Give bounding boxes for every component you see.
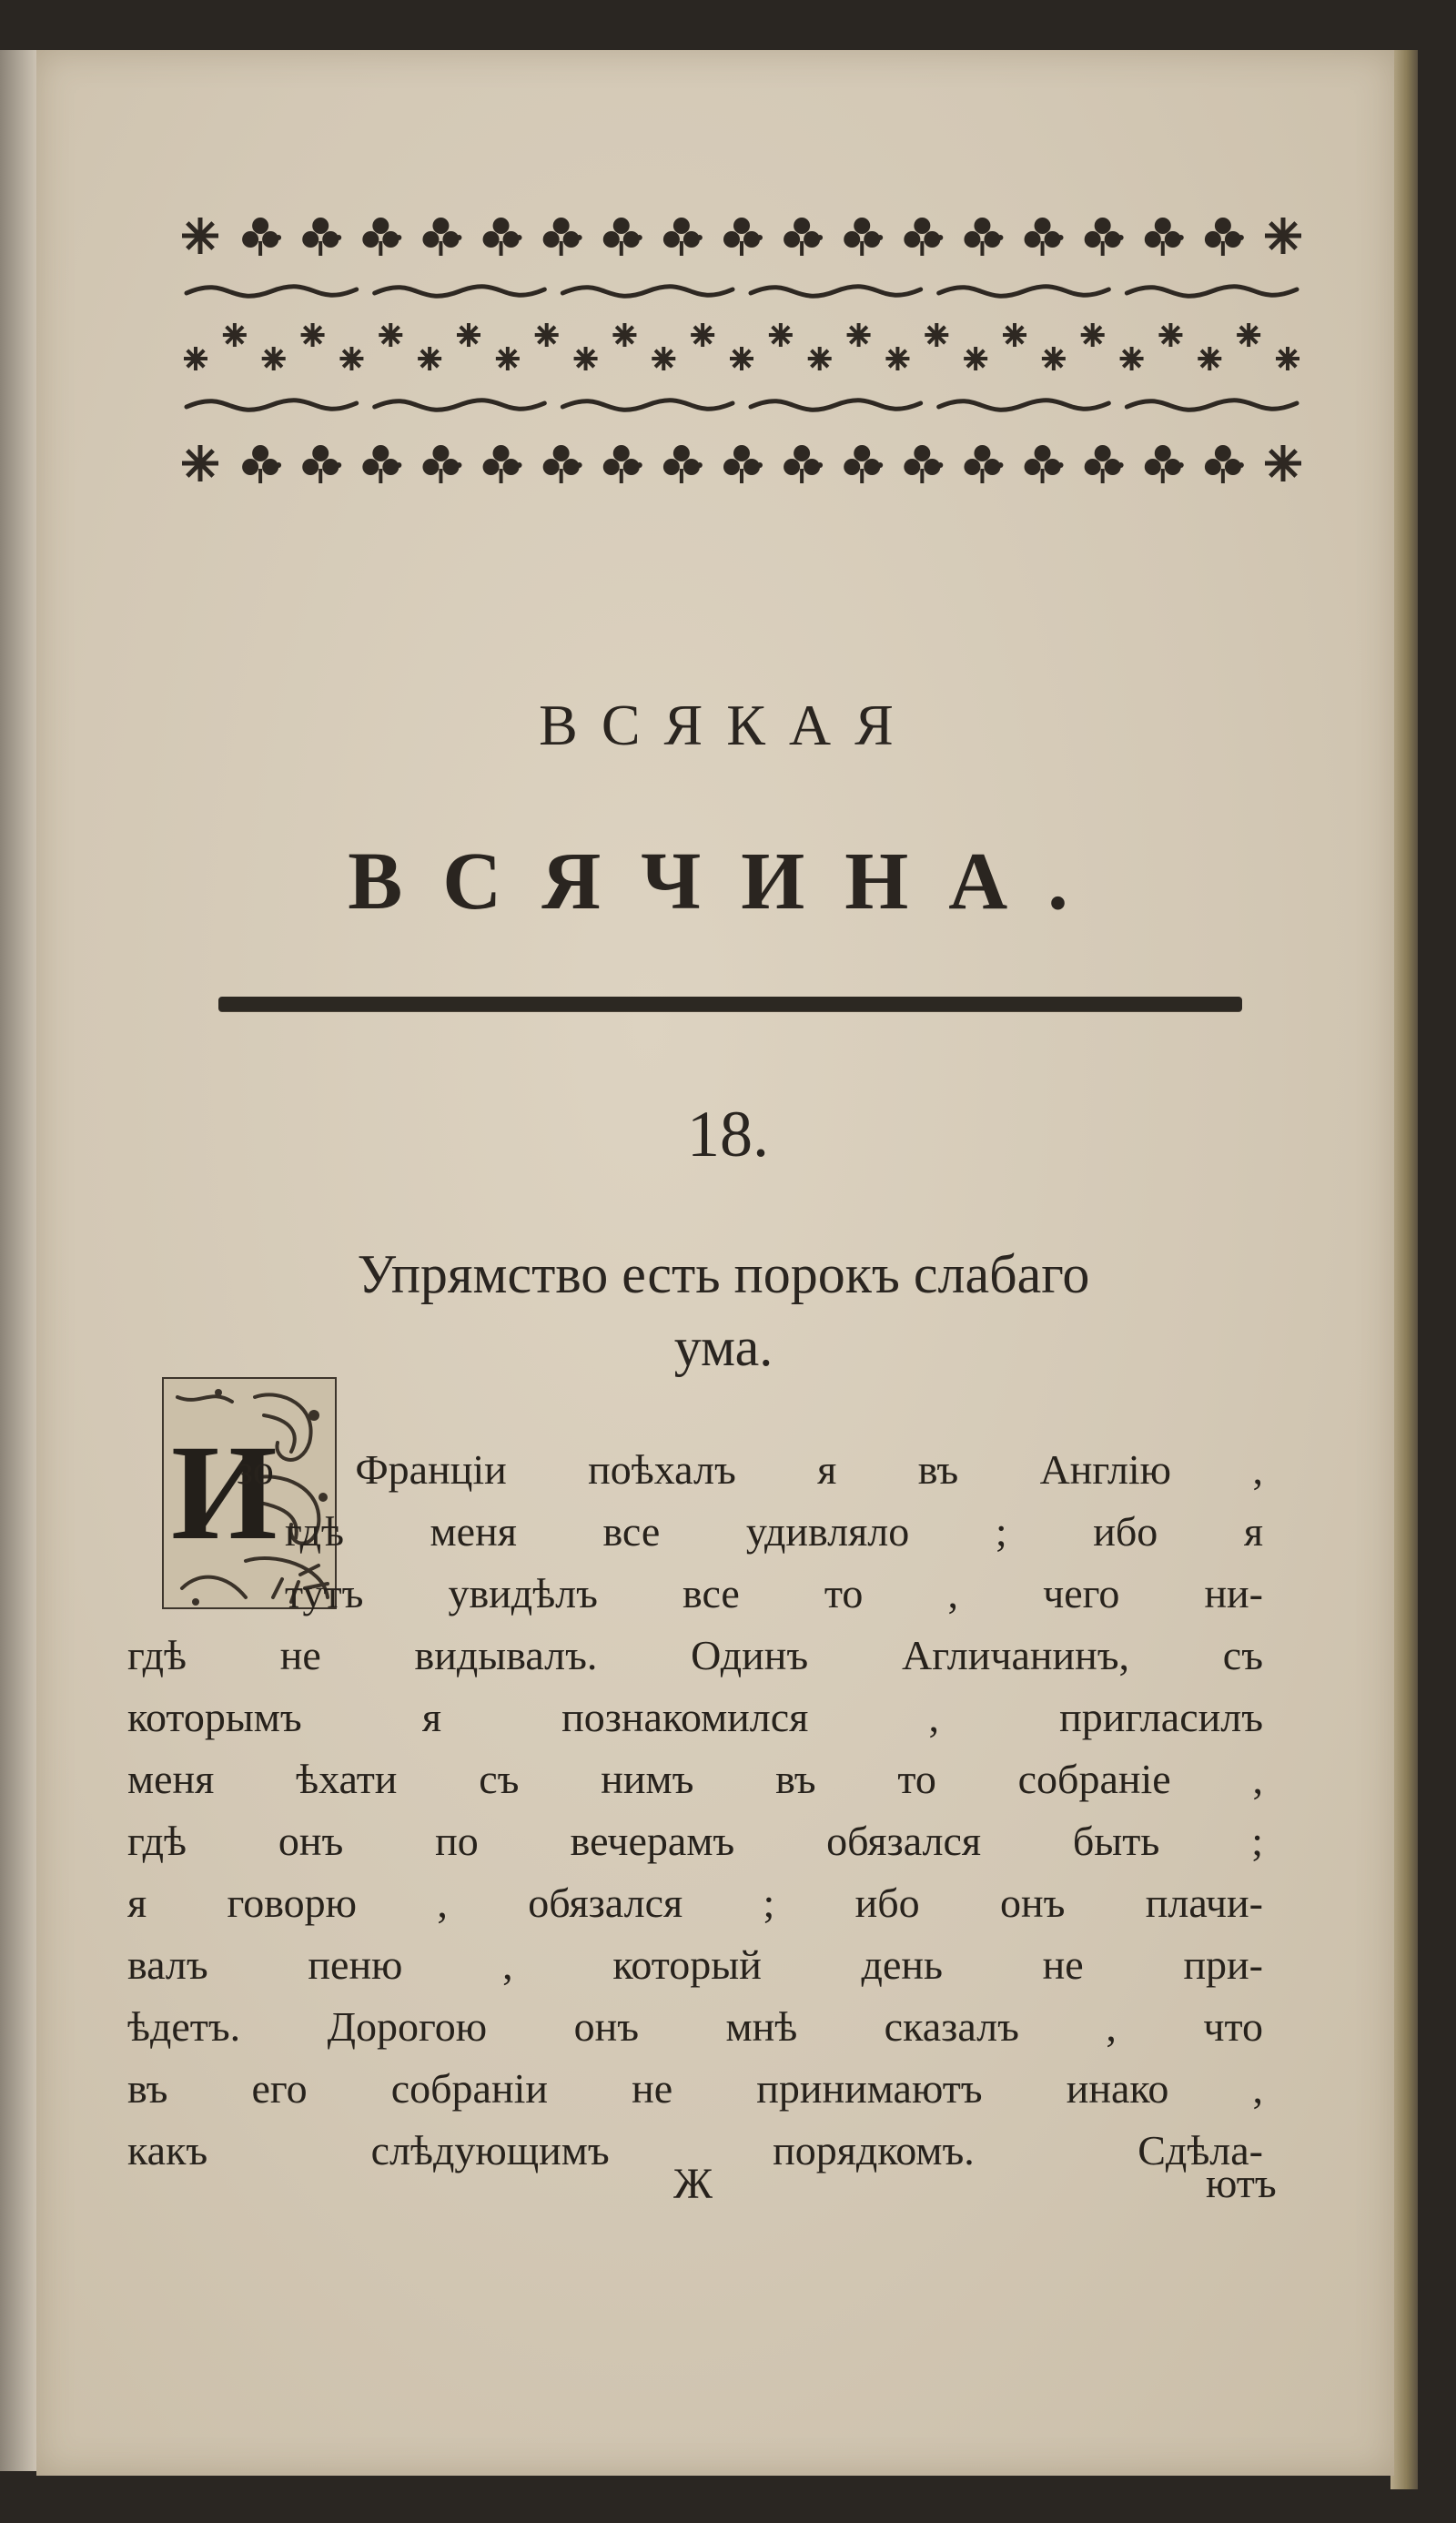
- body-line: гдѣ онъ по вечерамъ обязался быть ;: [127, 1818, 1263, 1864]
- body-line: ѣдетъ. Дорогою онъ мнѣ сказалъ , что: [127, 2003, 1263, 2050]
- body-line: какъ слѣдующимъ порядкомъ. Сдѣла-: [127, 2127, 1263, 2173]
- heading-line-1: Упрямство есть порокъ слабаго: [357, 1244, 1090, 1304]
- body-line: гдѣ не видывалъ. Одинъ Агличанинъ, съ: [127, 1632, 1263, 1678]
- body-line: которымъ я познакомился , пригласилъ: [127, 1694, 1263, 1740]
- left-page-edge: [0, 50, 38, 2471]
- body-line: гдѣ меня все удивляло ; ибо я: [285, 1508, 1263, 1555]
- signature-mark: Ж: [673, 2160, 713, 2208]
- title-line-1: ВСЯКАЯ: [539, 693, 917, 757]
- catchword: ютъ: [1206, 2160, 1277, 2206]
- title-line-2: ВСЯЧИНА.: [348, 836, 1108, 927]
- body-line: меня ѣхати съ нимъ въ то собраніе ,: [127, 1756, 1263, 1802]
- body-line: въ его собраніи не принимаютъ инако ,: [127, 2065, 1263, 2112]
- clover-ornament-row-bottom: [177, 437, 1306, 490]
- essay-heading: [218, 1238, 1228, 1383]
- clover-ornament-row-top: [177, 209, 1306, 262]
- body-line: зо Франціи поѣхалъ я въ Англію ,: [237, 1446, 1263, 1493]
- wave-ornament-row-2: [177, 387, 1306, 423]
- initial-letter: И: [171, 1417, 278, 1568]
- title-rule: [218, 997, 1242, 1011]
- issue-number: 18.: [687, 1098, 769, 1170]
- body-line: тутъ увидѣлъ все то , чего ни-: [285, 1570, 1263, 1616]
- heading-line-2: ума.: [673, 1317, 774, 1377]
- body-line: я говорю , обязался ; ибо онъ плачи-: [127, 1880, 1263, 1926]
- book-page: [36, 50, 1394, 2476]
- body-line: валъ пеню , который день не при-: [127, 1941, 1263, 1988]
- star-ornament-row: [177, 319, 1306, 377]
- wave-ornament-row-1: [177, 273, 1306, 309]
- right-page-edge: [1390, 50, 1418, 2489]
